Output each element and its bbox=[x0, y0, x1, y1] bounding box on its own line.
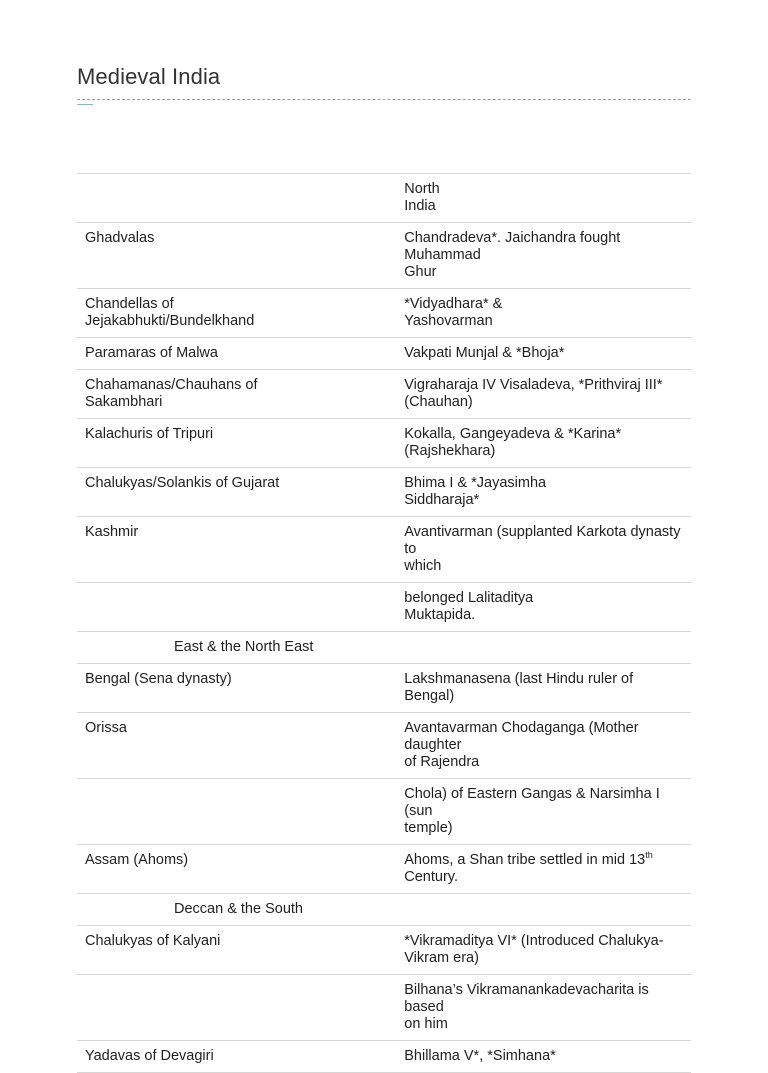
rulers-cell bbox=[388, 338, 691, 370]
rulers-cell bbox=[388, 926, 691, 975]
section-title: Deccan & the South bbox=[77, 894, 388, 926]
page-title: Medieval India bbox=[77, 64, 221, 89]
section-header-row bbox=[77, 894, 691, 926]
dynasty-cell bbox=[77, 975, 388, 1041]
cell-line: on him bbox=[404, 1016, 448, 1032]
cell-line: Avantivarman (supplanted Karkota dynasty to bbox=[404, 524, 681, 557]
cell-line: (Rajshekhara) bbox=[404, 443, 496, 459]
cell-line: Sakambhari bbox=[85, 394, 163, 410]
table-row bbox=[77, 174, 691, 223]
cell-line: Chandradeva*. Jaichandra fought Muhammad bbox=[404, 230, 621, 263]
rulers-cell bbox=[388, 664, 691, 713]
rulers-cell bbox=[388, 517, 691, 583]
rulers-cell bbox=[388, 845, 691, 894]
cell-line: *Vikramaditya VI* (Introduced Chalukya- bbox=[404, 933, 664, 949]
cell-line: Bengal (Sena dynasty) bbox=[85, 671, 232, 687]
rulers-cell bbox=[388, 1041, 691, 1073]
dynasty-cell bbox=[77, 468, 388, 517]
dynasty-cell bbox=[77, 926, 388, 975]
cell-line: Muktapida. bbox=[404, 607, 476, 623]
cell-line: Chola) of Eastern Gangas & Narsimha I (sun bbox=[404, 786, 660, 819]
cell-line: *Vidyadhara* & bbox=[404, 296, 503, 312]
rulers-cell bbox=[388, 975, 691, 1041]
cell-line: Bilhana’s Vikramanankadevacharita is based bbox=[404, 982, 649, 1015]
table-row bbox=[77, 517, 691, 583]
dynasty-cell bbox=[77, 223, 388, 289]
dynasty-cell: Assam (Ahoms) bbox=[77, 845, 388, 894]
section-header-row bbox=[77, 632, 691, 664]
table-row bbox=[77, 1041, 691, 1073]
title-divider bbox=[77, 99, 691, 100]
cell-line: Chalukyas of Kalyani bbox=[85, 933, 221, 949]
cell-line: Ghadvalas bbox=[85, 230, 155, 246]
cell-line: Jejakabhukti/Bundelkhand bbox=[85, 313, 255, 329]
dynasty-cell bbox=[77, 1041, 388, 1073]
cell-line: (Chauhan) bbox=[404, 394, 473, 410]
cell-line: Kalachuris of Tripuri bbox=[85, 426, 214, 442]
rulers-cell bbox=[388, 223, 691, 289]
cell-line: Chandellas of bbox=[85, 296, 174, 312]
empty-cell bbox=[388, 632, 691, 664]
table-row bbox=[77, 289, 691, 338]
dynasty-cell bbox=[77, 370, 388, 419]
cell-line: which bbox=[404, 558, 442, 574]
table-row bbox=[77, 664, 691, 713]
table-row bbox=[77, 779, 691, 845]
rulers-cell bbox=[388, 370, 691, 419]
section-title: East & the North East bbox=[77, 632, 388, 664]
cell-line: Vikram era) bbox=[404, 950, 479, 966]
cell-line: Century. bbox=[404, 869, 458, 885]
dynasty-cell bbox=[77, 174, 388, 223]
rulers-cell bbox=[388, 419, 691, 468]
dynasty-cell bbox=[77, 517, 388, 583]
rulers-cell bbox=[388, 779, 691, 845]
table-row bbox=[77, 583, 691, 632]
table-row bbox=[77, 419, 691, 468]
dynasty-table-body bbox=[77, 174, 691, 1073]
rulers-cell bbox=[388, 583, 691, 632]
cell-line: Yadavas of Devagiri bbox=[85, 1048, 214, 1064]
table-row bbox=[77, 845, 691, 894]
table-row bbox=[77, 338, 691, 370]
table-row bbox=[77, 975, 691, 1041]
cell-line: Yashovarman bbox=[404, 313, 493, 329]
cell-line: Chahamanas/Chauhans of bbox=[85, 377, 258, 393]
empty-cell bbox=[388, 894, 691, 926]
cell-line: Avantavarman Chodaganga (Mother daughter bbox=[404, 720, 639, 753]
dynasty-cell bbox=[77, 338, 388, 370]
rulers-cell bbox=[388, 468, 691, 517]
cell-line: Kokalla, Gangeyadeva & *Karina* bbox=[404, 426, 622, 442]
rulers-cell bbox=[388, 289, 691, 338]
cell-line: Kashmir bbox=[85, 524, 139, 540]
rulers-cell bbox=[388, 713, 691, 779]
cell-line: Bhillama V*, *Simhana* bbox=[404, 1048, 556, 1064]
dynasty-cell bbox=[77, 583, 388, 632]
cell-line: Paramaras of Malwa bbox=[85, 345, 218, 361]
table-row bbox=[77, 926, 691, 975]
cell-line: temple) bbox=[404, 820, 453, 836]
cell-line: Lakshmanasena (last Hindu ruler of Bengal) bbox=[404, 671, 634, 704]
cell-line: Orissa bbox=[85, 720, 127, 736]
table-row bbox=[77, 468, 691, 517]
ordinal-superscript: th bbox=[645, 850, 653, 860]
cell-line: India bbox=[404, 198, 436, 214]
cell-line: Vakpati Munjal & *Bhoja* bbox=[404, 345, 565, 361]
cell-line: of Rajendra bbox=[404, 754, 480, 770]
table-row bbox=[77, 223, 691, 289]
cell-line: Vigraharaja IV Visaladeva, *Prithviraj III* bbox=[404, 377, 663, 393]
dynasty-cell bbox=[77, 289, 388, 338]
cell-line: Bhima I & *Jayasimha bbox=[404, 475, 547, 491]
dynasty-table bbox=[77, 173, 691, 1073]
table-row bbox=[77, 713, 691, 779]
cell-line: North bbox=[404, 181, 440, 197]
table-row bbox=[77, 370, 691, 419]
rulers-cell bbox=[388, 174, 691, 223]
title-accent-bar bbox=[77, 104, 93, 105]
dynasty-cell bbox=[77, 664, 388, 713]
cell-line: Ghur bbox=[404, 264, 437, 280]
dynasty-cell bbox=[77, 713, 388, 779]
dynasty-cell bbox=[77, 419, 388, 468]
cell-line: Ahoms, a Shan tribe settled in mid 13th bbox=[404, 850, 653, 868]
cell-line: Chalukyas/Solankis of Gujarat bbox=[85, 475, 280, 491]
cell-line: Siddharaja* bbox=[404, 492, 480, 508]
dynasty-cell bbox=[77, 779, 388, 845]
cell-line: belonged Lalitaditya bbox=[404, 590, 534, 606]
